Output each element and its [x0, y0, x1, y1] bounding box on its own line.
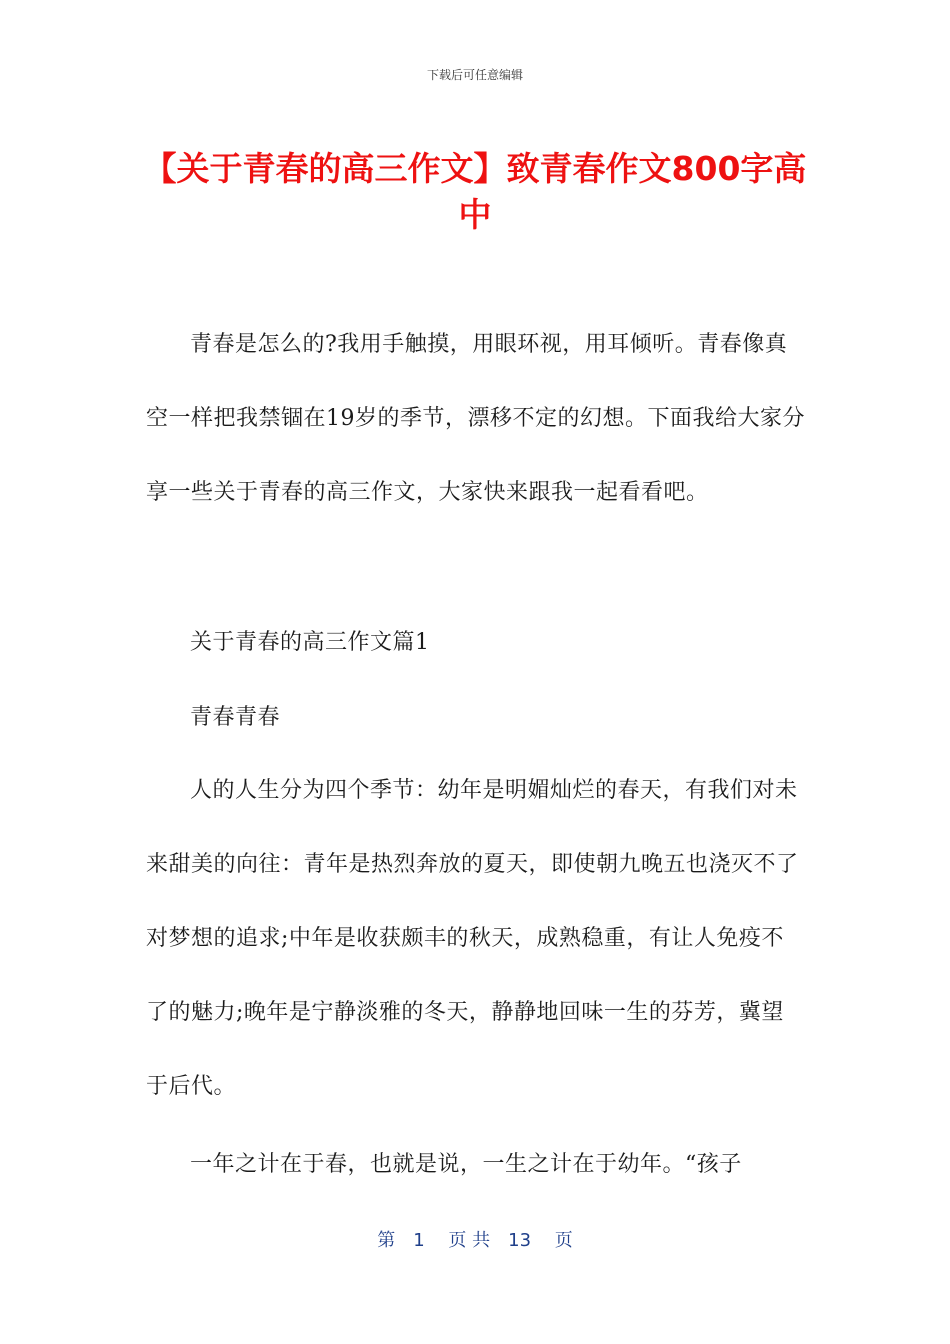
page-footer: 第 1 页 共 13 页: [377, 1230, 573, 1251]
document-title: 【关于青春的高三作文】致青春作文800字高中: [143, 149, 807, 234]
paragraph-intro: 青春是怎么的?我用手触摸，用眼环视，用耳倾听。青春像真空一样把我禁锢在19岁的季节，漂移不定的幻想。下面我给大家分享一些关于青春的高三作文，大家快来跟我一起看看吧。: [146, 332, 805, 505]
section-heading: 关于青春的高三作文篇1: [190, 630, 430, 655]
essay-title: 青春青春: [190, 705, 281, 730]
paragraph-spring: 一年之计在于春，也就是说，一生之计在于幼年。“孩子: [190, 1152, 742, 1177]
header-note: 下载后可任意编辑: [426, 68, 523, 82]
paragraph-seasons: 人的人生分为四个季节：幼年是明媚灿烂的春天，有我们对未来甜美的向往：青年是热烈奔放的夏天，即使朝九晚五也浇灭不了对梦想的追求;中年是收获颇丰的秋天，成熟稳重，有让人免疫不了的魅力;晚年是宁静淡雅的冬天，静静地回味一生的芬芳，冀望于后代。: [146, 778, 799, 1099]
